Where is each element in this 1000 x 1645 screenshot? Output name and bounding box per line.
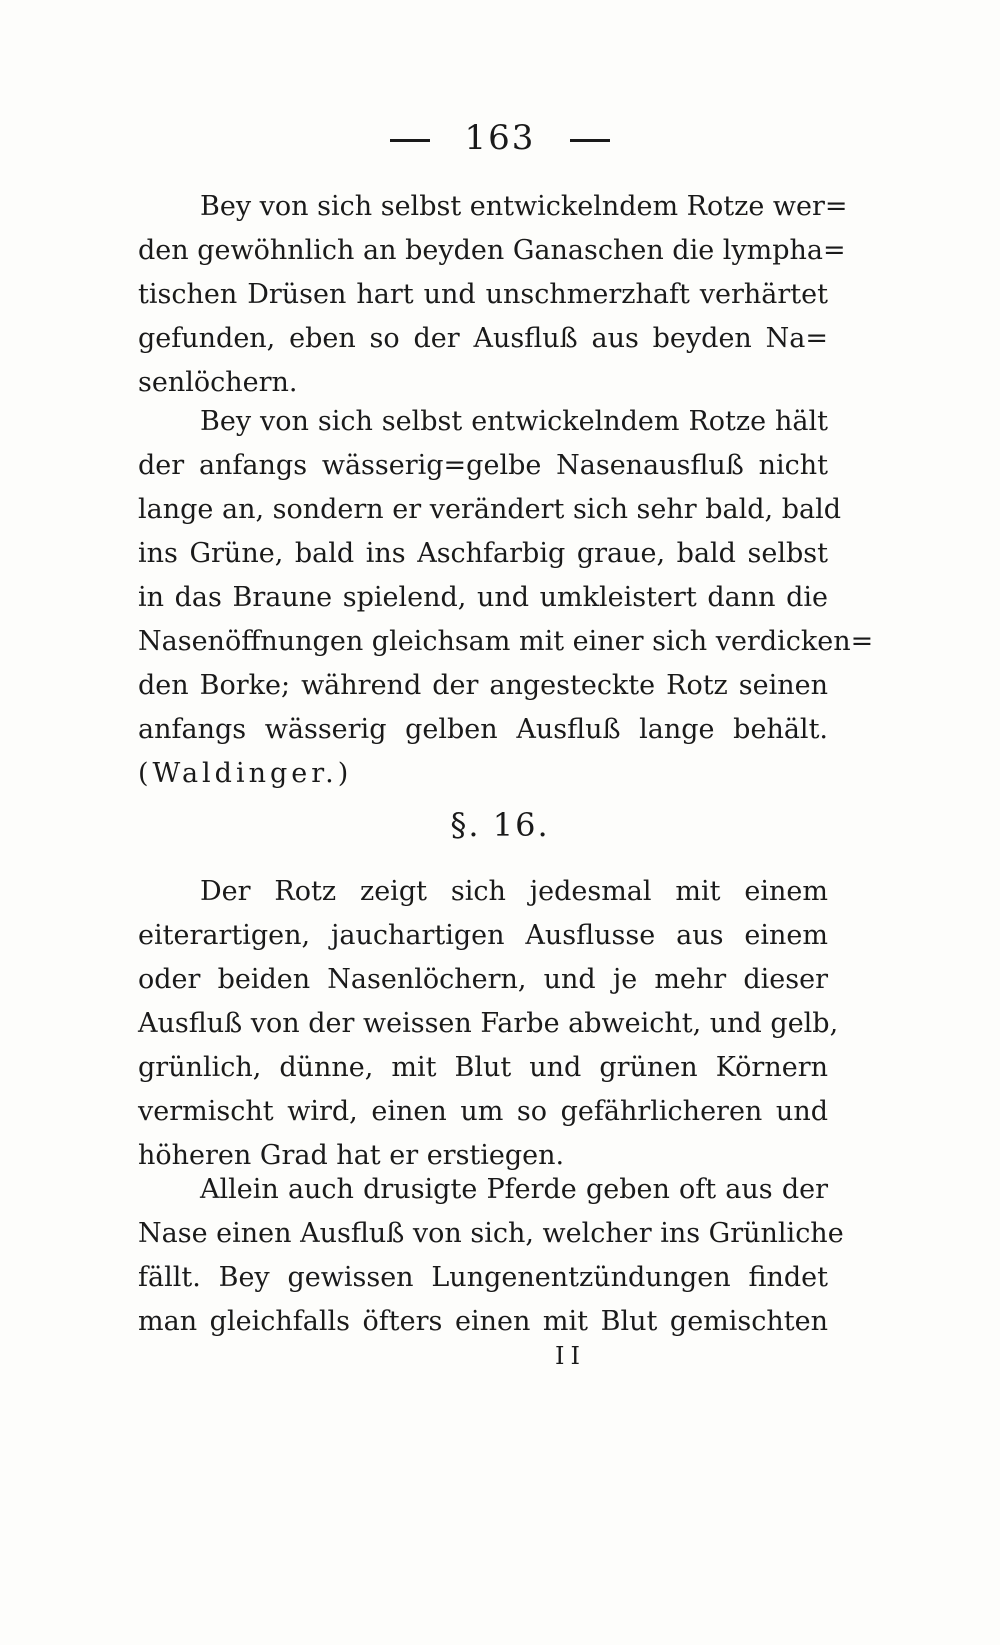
text-line: Bey von sich selbst entwickelndem Rotze hält <box>200 406 828 437</box>
text-line: man gleichfalls öfters einen mit Blut gemischten <box>138 1306 828 1337</box>
paragraph-3 <box>138 870 839 1178</box>
paragraph-1 <box>138 185 848 405</box>
text-line: den Borke; während der angesteckte Rotz seinen <box>138 670 828 701</box>
text-line: Bey von sich selbst entwickelndem Rotze wer= <box>200 191 848 222</box>
header-dash-right <box>570 139 610 142</box>
text-line: höheren Grad hat er erstiegen. <box>138 1140 565 1171</box>
text-line: tischen Drüsen hart und unschmerzhaft verhärtet <box>138 279 828 310</box>
attribution: (Waldinger.) <box>138 758 353 789</box>
text-line: ins Grüne, bald ins Aschfarbig graue, bald selbst <box>138 538 828 569</box>
page-header <box>0 118 1000 158</box>
text-line: Allein auch drusigte Pferde geben oft aus der <box>200 1174 828 1205</box>
text-line: fällt. Bey gewissen Lungenentzündungen findet <box>138 1262 828 1293</box>
text-line: Nase einen Ausfluß von sich, welcher ins Grünliche <box>138 1218 844 1249</box>
page-number: 163 <box>464 118 536 158</box>
text-line: oder beiden Nasenlöchern, und je mehr dieser <box>138 964 828 995</box>
paragraph-4 <box>138 1168 844 1344</box>
text-line: senlöchern. <box>138 367 298 398</box>
text-line: der anfangs wässerig=gelbe Nasenausfluß nicht <box>138 450 828 481</box>
paragraph-2 <box>138 400 874 796</box>
text-line: gefunden, eben so der Ausfluß aus beyden Na= <box>138 323 828 354</box>
text-line: eiterartigen, jauchartigen Ausflusse aus einem <box>138 920 828 951</box>
text-line: den gewöhnlich an beyden Ganaschen die lympha= <box>138 235 846 266</box>
text-line: Der Rotz zeigt sich jedesmal mit einem <box>200 876 828 907</box>
text-line: Ausfluß von der weissen Farbe abweicht, und gelb, <box>138 1008 839 1039</box>
text-line: grünlich, dünne, mit Blut und grünen Körnern <box>138 1052 828 1083</box>
section-heading: §. 16. <box>450 806 550 844</box>
text-line: anfangs wässerig gelben Ausfluß lange behält. <box>138 714 828 745</box>
signature-mark: II <box>555 1342 586 1370</box>
text-line: lange an, sondern er verändert sich sehr bald, bald <box>138 494 842 525</box>
header-dash-left <box>390 139 430 142</box>
text-line: in das Braune spielend, und umkleistert dann die <box>138 582 828 613</box>
text-line: vermischt wird, einen um so gefährlicheren und <box>138 1096 828 1127</box>
text-line: Nasenöffnungen gleichsam mit einer sich verdicken= <box>138 626 874 657</box>
